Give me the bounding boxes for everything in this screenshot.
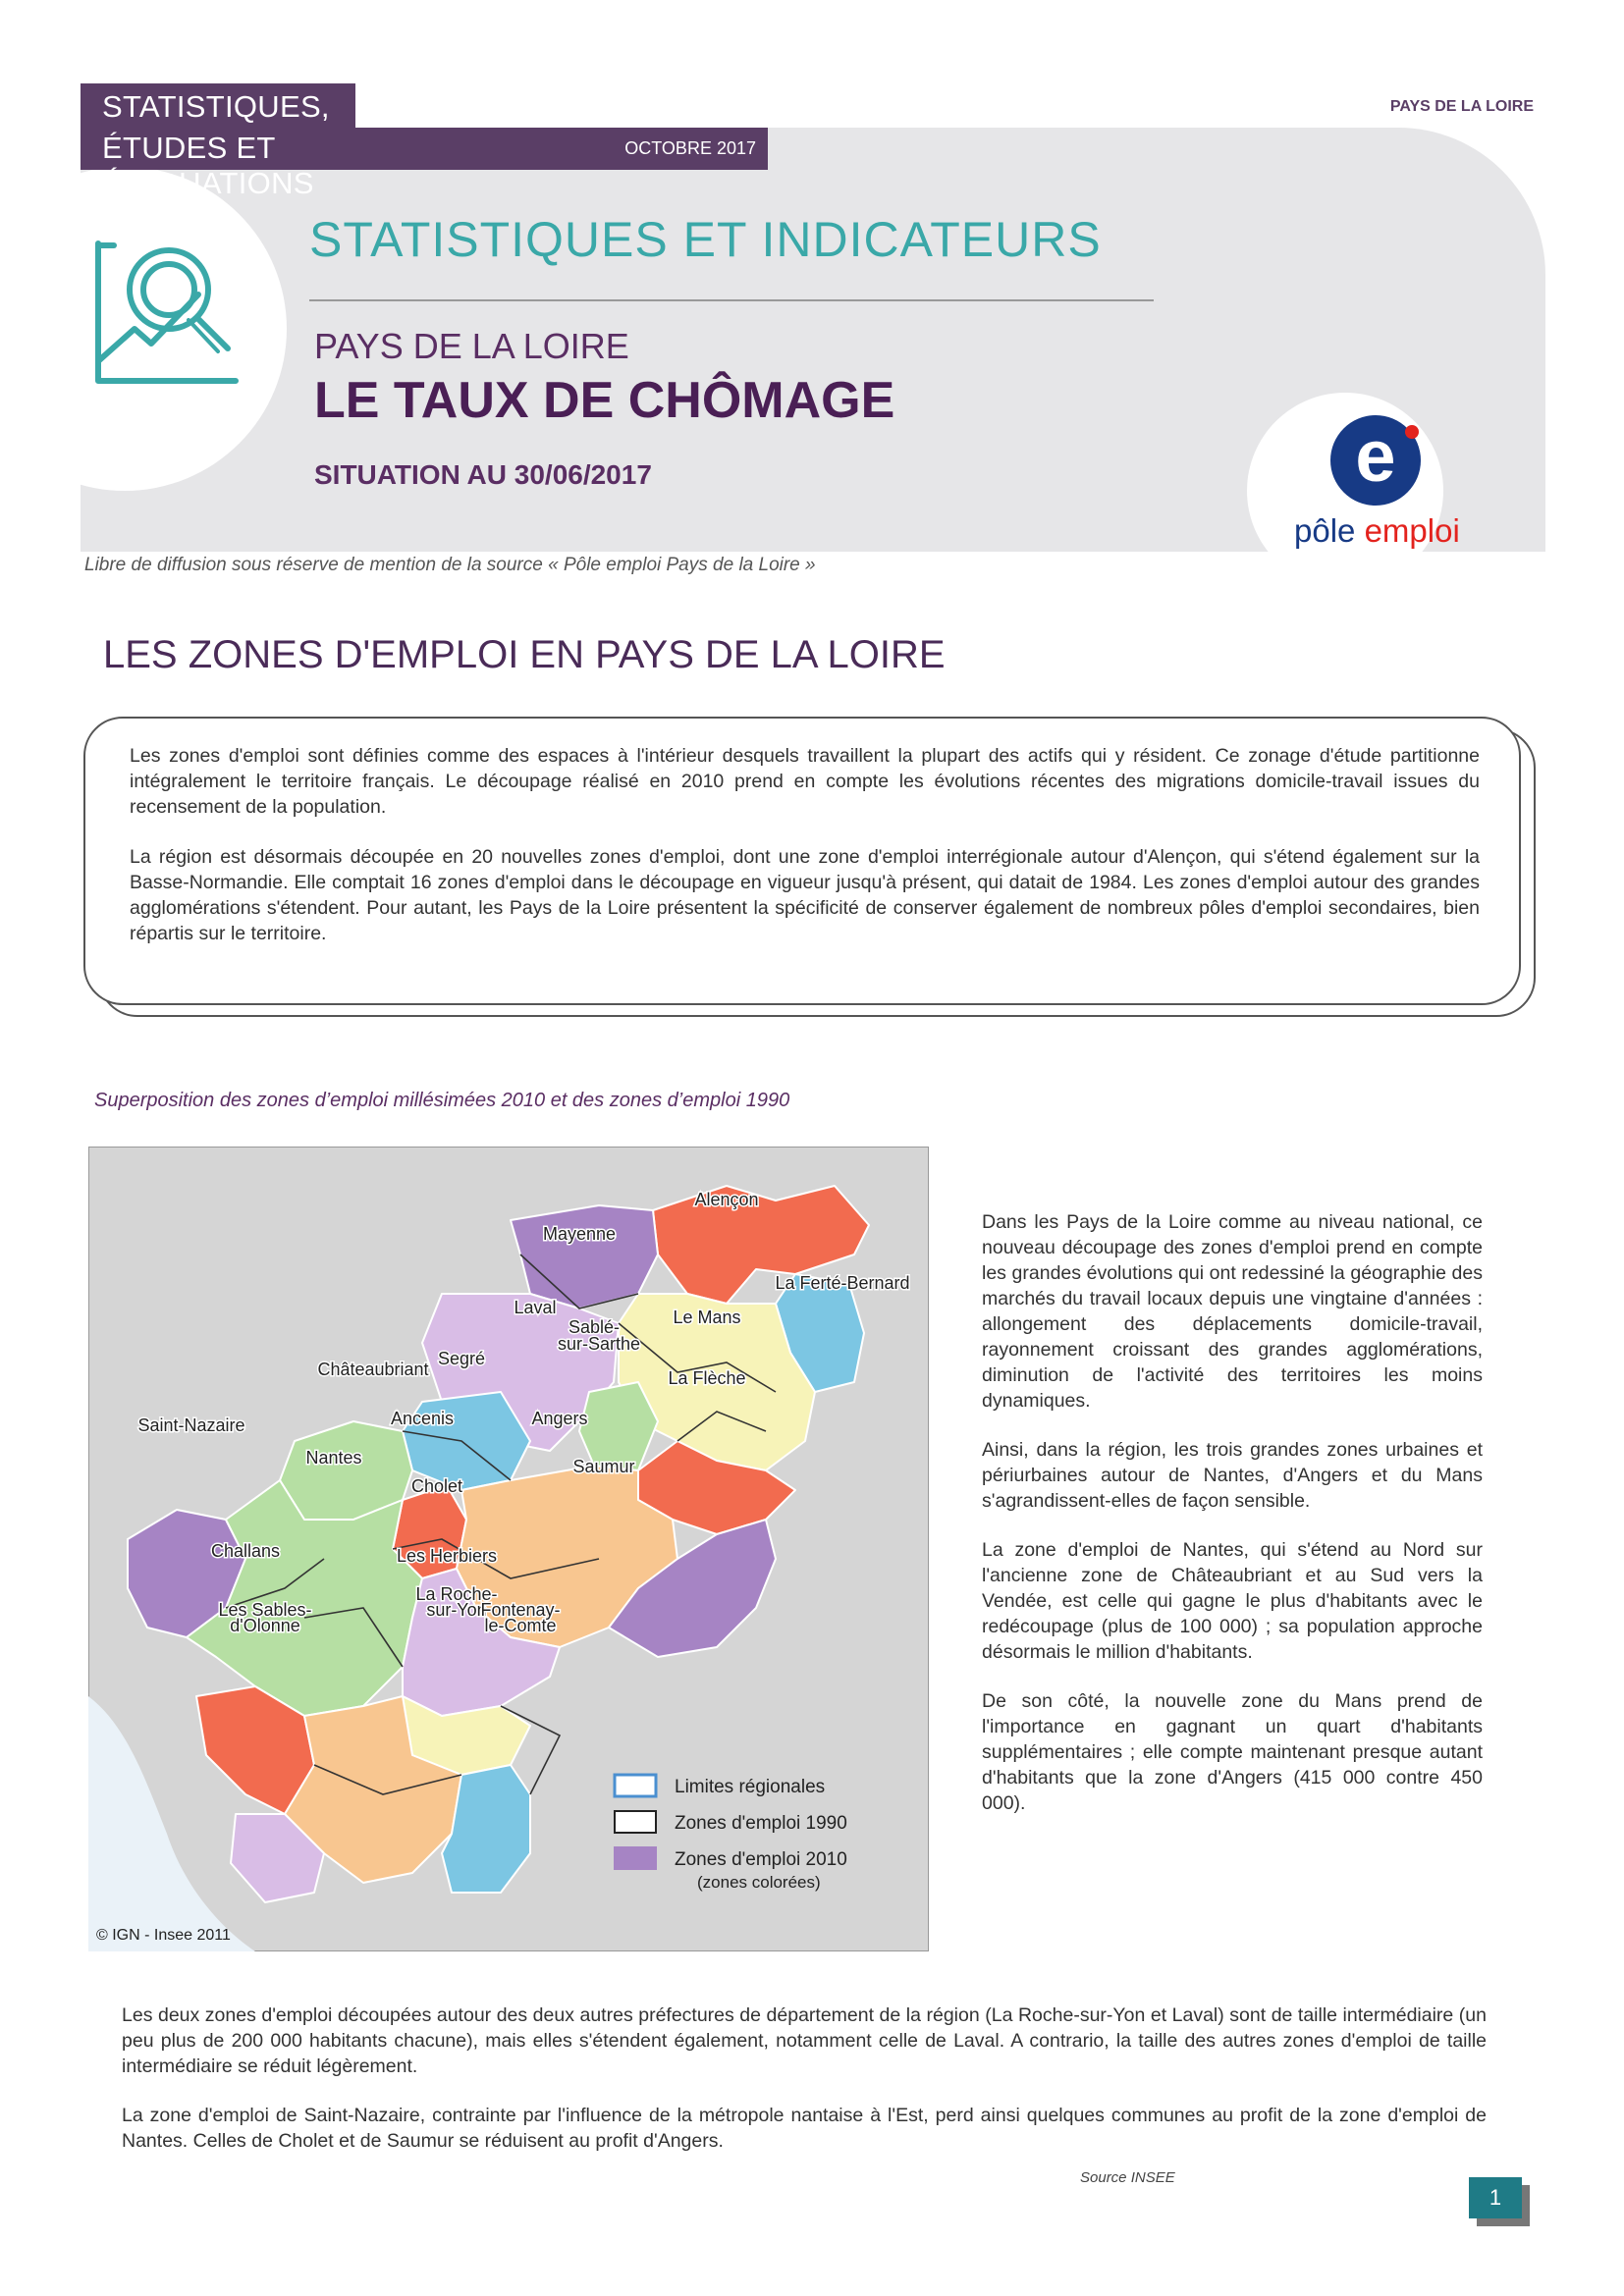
side-paragraph-4: De son côté, la nouvelle zone du Mans prend de l'importance en gagnant un quart d'habitants supplémentaires ; elle compte maintenant presque autant d'habitants que la zone d'Angers (415 000 contre 450 000). bbox=[982, 1690, 1483, 1814]
legend-label-regional: Limites régionales bbox=[675, 1777, 826, 1797]
zone-label: Châteaubriant bbox=[317, 1360, 429, 1379]
legend-label-2010: Zones d'emploi 2010 bbox=[675, 1849, 847, 1870]
page-number: 1 bbox=[1469, 2177, 1522, 2218]
main-title: STATISTIQUES ET INDICATEURS bbox=[309, 212, 1102, 267]
intro-paragraph-2: La région est désormais découpée en 20 nouvelles zones d'emploi, dont une zone d'emploi interrégionale autour d'Alençon, qui s'étend également sur la Basse-Normandie. Elle comptait 16 zones d'emploi dans le découpage en vigueur jusqu'à présent, qui datait de 1984. Les zones d'emploi autour des grandes agglomérations s'étendent. Pour autant, les Pays de la Loire présentent la spécificité de conserver également de nombreux pôles d'emploi secondaires, bien répartis sur le territoire. bbox=[130, 845, 1480, 944]
series-box bbox=[81, 83, 355, 200]
section-heading: LES ZONES D'EMPLOI EN PAYS DE LA LOIRE bbox=[103, 633, 946, 676]
zone-label: Les Herbiers bbox=[396, 1546, 498, 1566]
subject-title: LE TAUX DE CHÔMAGE bbox=[314, 372, 895, 429]
logo-text-part1: pôle bbox=[1294, 512, 1365, 549]
zone-label: le-Comte bbox=[484, 1616, 557, 1635]
zone-label: Le Mans bbox=[673, 1308, 741, 1327]
map-copyright: © IGN - Insee 2011 bbox=[96, 1927, 231, 1944]
zone-label: Segré bbox=[437, 1349, 486, 1368]
situation-date: SITUATION AU 30/06/2017 bbox=[314, 459, 652, 490]
zone-label: Les Sables- bbox=[218, 1600, 312, 1620]
zone-label: Saumur bbox=[572, 1457, 635, 1476]
zone-label: Cholet bbox=[410, 1476, 463, 1496]
diffusion-notice: Libre de diffusion sous réserve de mention de la source « Pôle emploi Pays de la Loire » bbox=[84, 555, 816, 575]
zone-label: Laval bbox=[514, 1298, 557, 1317]
employment-zones-map bbox=[88, 1147, 929, 1951]
legend-swatch-2010 bbox=[615, 1847, 656, 1869]
zone-label: sur-Yon bbox=[426, 1600, 487, 1620]
publication-date: OCTOBRE 2017 bbox=[624, 138, 756, 158]
map-caption: Superposition des zones d’emploi millésimées 2010 et des zones d’emploi 1990 bbox=[94, 1090, 790, 1111]
side-text-column bbox=[982, 1209, 1483, 1816]
legend-label-2010-note: (zones colorées) bbox=[697, 1873, 821, 1892]
side-paragraph-1: Dans les Pays de la Loire comme au niveau national, ce nouveau découpage des zones d'emploi prend en compte les grandes évolutions qui ont redessiné la géographie des marchés du travail locaux depuis une vingtaine d'années : allongement des déplacements domicile-travail, rayonnement croissant des grandes agglomérations, diminution de l'activité des territoires les moins dynamiques. bbox=[982, 1211, 1483, 1412]
statistics-magnifier-icon bbox=[81, 236, 247, 388]
legend-label-1990: Zones d'emploi 1990 bbox=[675, 1813, 847, 1834]
legend-swatch-1990 bbox=[615, 1811, 656, 1833]
zone-label: La Flèche bbox=[668, 1368, 746, 1388]
zone-label: La Roche- bbox=[415, 1584, 498, 1604]
zone-label: Saint-Nazaire bbox=[137, 1415, 245, 1435]
lower-paragraph-2: La zone d'emploi de Saint-Nazaire, contrainte par l'influence de la métropole nantaise à l'Est, perd ainsi quelques communes au profit de la zone d'emploi de Nantes. Celles de Cholet et de Saumur se réduisent au profit d'Angers. bbox=[122, 2105, 1487, 2152]
zone-label: Angers bbox=[531, 1409, 588, 1428]
logo-text-part2: emploi bbox=[1364, 512, 1460, 549]
region-title: PAYS DE LA LOIRE bbox=[314, 326, 629, 366]
top-region-label: PAYS DE LA LOIRE bbox=[1389, 98, 1534, 115]
side-paragraph-3: La zone d'emploi de Nantes, qui s'étend au Nord sur l'ancienne zone de Châteaubriant et au Sud vers la Vendée, est celle qui gagne le plus d'habitants avec le redécoupage (plus de 100 000) ; sa population approche désormais le million d'habitants. bbox=[982, 1539, 1483, 1663]
intro-paragraph-1: Les zones d'emploi sont définies comme des espaces à l'intérieur desquels travaillent la plupart des actifs qui y résident. Ce zonage d'étude partitionne intégralement le territoire français. Le découpage réalisé en 2010 prend en compte les évolutions récentes des migrations domicile-travail issues du recensement de la population. bbox=[130, 744, 1480, 818]
lower-paragraph-1: Les deux zones d'emploi découpées autour des deux autres préfectures de département de la région (La Roche-sur-Yon et Laval) sont de taille intermédiaire (un peu plus de 200 000 habitants chacune), mais elles s'étendent également, notamment celle de Laval. A contrario, la taille des autres zones d'emploi de taille intermédiaire se réduit légèrement. bbox=[122, 2004, 1487, 2077]
zone-label: Nantes bbox=[305, 1448, 362, 1468]
zone-label: La Ferté-Bernard bbox=[775, 1273, 910, 1293]
zone-label: Mayenne bbox=[542, 1224, 617, 1244]
zone-label: d'Olonne bbox=[230, 1616, 300, 1635]
intro-frame bbox=[83, 717, 1521, 1005]
zone-label: sur-Sarthe bbox=[557, 1334, 641, 1354]
zone-label: Fontenay- bbox=[480, 1600, 561, 1620]
source-note: Source INSEE bbox=[1080, 2169, 1175, 2186]
lower-text-block bbox=[122, 2002, 1487, 2154]
side-paragraph-2: Ainsi, dans la région, les trois grandes zones urbaines et périurbaines autour de Nantes, d'Angers et du Mans s'agrandissent-elles de façon sensible. bbox=[982, 1439, 1483, 1512]
series-line-2: ÉTUDES ET ÉVALUATIONS bbox=[102, 131, 314, 200]
zone-area-mayenne bbox=[511, 1205, 658, 1308]
zone-label: Sablé- bbox=[568, 1317, 621, 1337]
zone-label: Challans bbox=[210, 1541, 281, 1561]
legend-swatch-regional bbox=[615, 1775, 656, 1796]
title-divider bbox=[309, 299, 1154, 301]
pole-emploi-logo-icon: e bbox=[1330, 415, 1421, 506]
pole-emploi-logo-text bbox=[1294, 512, 1460, 550]
series-line-1: STATISTIQUES, bbox=[102, 89, 330, 124]
zone-label: Ancenis bbox=[390, 1409, 455, 1428]
zone-label: Alençon bbox=[694, 1190, 759, 1209]
